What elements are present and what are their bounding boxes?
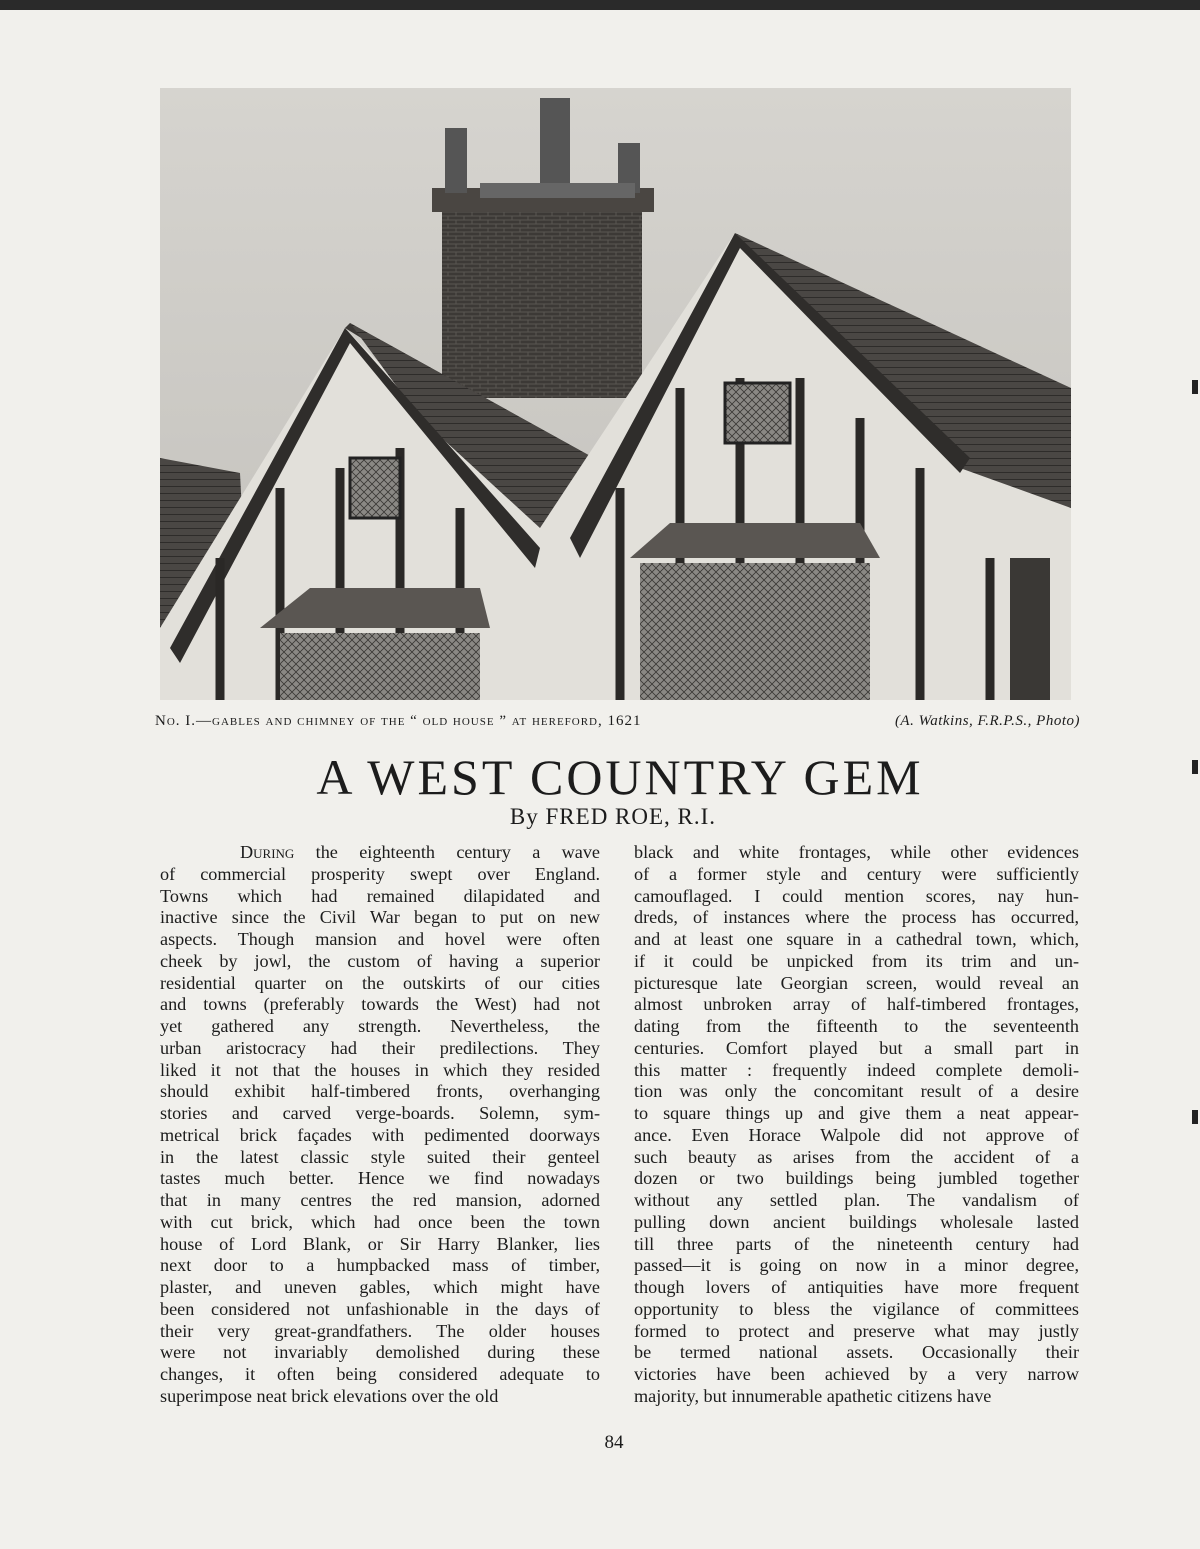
- text-line: urban aristocracy had their predilections. They: [160, 1037, 600, 1058]
- text-line: of commercial prosperity swept over England.: [160, 863, 600, 884]
- page-number: 84: [604, 1432, 624, 1453]
- text-line: changes, it often being considered adequate to: [160, 1364, 600, 1384]
- text-line: been considered not unfashionable in the days of: [160, 1298, 600, 1319]
- text-line: with cut brick, which had once been the town: [160, 1211, 600, 1232]
- text-line: dreds, of instances where the process has occurred,: [634, 907, 1079, 928]
- text-line: dozen or two buildings being jumbled together: [634, 1168, 1079, 1189]
- opening-word: During: [240, 842, 295, 862]
- text-line: dating from the fifteenth to the seventeenth: [634, 1016, 1079, 1036]
- figure-caption: [155, 713, 1080, 735]
- gables-chimney-illustration: [160, 88, 1071, 700]
- photo-credit: (A. Watkins, F.R.P.S., Photo): [894, 713, 1080, 729]
- text-line: till three parts of the nineteenth century had: [634, 1233, 1079, 1254]
- text-line: majority, but innumerable apathetic citizens have: [634, 1385, 992, 1406]
- text-line: centuries. Comfort played but a small part in: [634, 1037, 1079, 1058]
- text-line: almost unbroken array of half-timbered frontages,: [634, 994, 1079, 1015]
- text-line: their very great-grandfathers. The older houses: [160, 1320, 600, 1341]
- text-line: to square things up and give them a neat appear-: [634, 1103, 1079, 1123]
- text-line: though lovers of antiquities have more frequent: [634, 1277, 1079, 1297]
- text-line: tion was only the concomitant result of a desire: [634, 1081, 1079, 1102]
- text-line: such beauty as arises from the accident of a: [634, 1146, 1079, 1167]
- text-line: should exhibit half-timbered fronts, overhanging: [160, 1081, 600, 1102]
- text-line: of a former style and century were sufficiently: [634, 863, 1079, 884]
- scan-mark: [1192, 1110, 1198, 1124]
- text-line: pulling down ancient buildings wholesale lasted: [634, 1211, 1079, 1232]
- text-line: tastes much better. Hence we find nowadays: [160, 1168, 600, 1189]
- text-line: in the latest classic style suited their genteel: [160, 1146, 600, 1167]
- text-line: aspects. Though mansion and hovel were often: [160, 929, 600, 949]
- text-line: and towns (preferably towards the West) had not: [160, 994, 600, 1015]
- text-line: without any settled plan. The vandalism of: [634, 1190, 1079, 1210]
- line-text: the eighteenth century a wave: [294, 842, 600, 862]
- text-line: if it could be unpicked from its trim and un-: [634, 950, 1079, 971]
- text-line: cheek by jowl, the custom of having a superior: [160, 950, 600, 971]
- scan-edge: [0, 0, 1200, 10]
- text-line: metrical brick façades with pedimented doorways: [160, 1124, 600, 1145]
- text-line: liked it not that the houses in which they resided: [160, 1059, 600, 1080]
- text-line: victories have been achieved by a very narrow: [634, 1364, 1079, 1384]
- text-line: stories and carved verge-boards. Solemn, sym-: [160, 1103, 600, 1123]
- article-title: A WEST COUNTRY GEM: [316, 749, 924, 805]
- text-line: opportunity to bless the vigilance of committees: [634, 1298, 1079, 1319]
- house-photograph: [160, 88, 1071, 700]
- scan-mark: [1192, 380, 1198, 394]
- text-line: inactive since the Civil War began to put on new: [160, 907, 600, 928]
- text-line: [160, 842, 600, 864]
- text-line: camouflaged. I could mention scores, nay hun-: [634, 885, 1079, 906]
- left-column: [160, 842, 600, 1408]
- text-line: yet gathered any strength. Nevertheless, the: [160, 1016, 600, 1036]
- text-line: residential quarter on the outskirts of our cities: [160, 972, 600, 993]
- text-line: and at least one square in a cathedral town, which,: [634, 929, 1079, 949]
- article-byline: By FRED ROE, R.I.: [509, 804, 717, 829]
- text-line: that in many centres the red mansion, adorned: [160, 1190, 600, 1210]
- text-line: plaster, and uneven gables, which might have: [160, 1277, 600, 1297]
- text-line: formed to protect and preserve what may justly: [634, 1320, 1079, 1341]
- right-column: [634, 842, 1079, 1408]
- text-line: passed—it is going on now in a minor degree,: [634, 1255, 1079, 1276]
- text-line: black and white frontages, while other evidences: [634, 842, 1079, 862]
- text-line: were not invariably demolished during these: [160, 1342, 600, 1363]
- text-line: be termed national assets. Occasionally their: [634, 1342, 1079, 1363]
- text-line: picturesque late Georgian screen, would reveal an: [634, 972, 1079, 993]
- caption-text: No. I.—gables and chimney of the “ old house ” at hereford, 1621: [155, 713, 642, 729]
- text-line: superimpose neat brick elevations over the old: [160, 1385, 499, 1406]
- text-line: next door to a humpbacked mass of timber,: [160, 1255, 600, 1276]
- text-line: house of Lord Blank, or Sir Harry Blanker, lies: [160, 1233, 600, 1254]
- text-line: Towns which had remained dilapidated and: [160, 885, 600, 906]
- text-line: this matter : frequently indeed complete demoli-: [634, 1059, 1079, 1080]
- text-line: ance. Even Horace Walpole did not approve of: [634, 1124, 1079, 1145]
